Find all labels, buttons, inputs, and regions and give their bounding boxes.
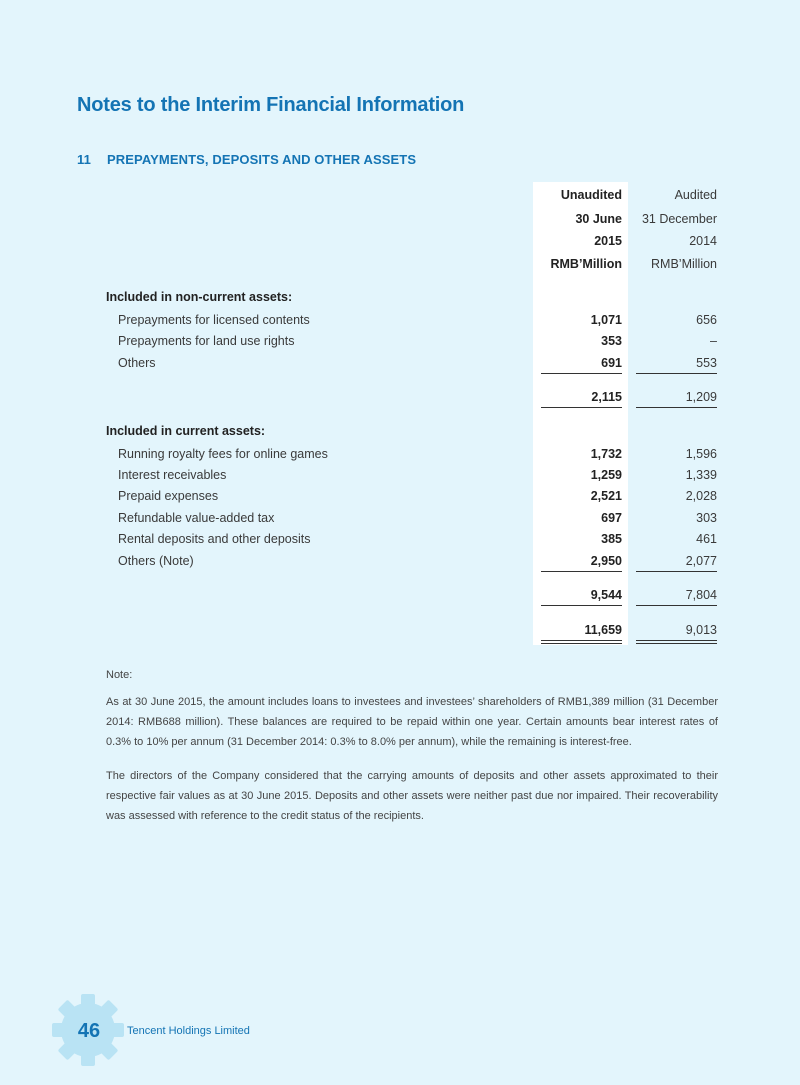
- section-title: PREPAYMENTS, DEPOSITS AND OTHER ASSETS: [107, 152, 417, 167]
- non-current-heading: Included in non-current assets:: [106, 290, 293, 304]
- section-heading: [77, 152, 416, 167]
- row-label: Rental deposits and other deposits: [118, 532, 311, 546]
- row-value-2014: –: [710, 334, 717, 348]
- row-label: Running royalty fees for online games: [118, 447, 328, 461]
- note-paragraph-2: [106, 766, 718, 826]
- row-label: Prepayments for licensed contents: [118, 313, 310, 327]
- company-name: Tencent Holdings Limited: [127, 1025, 250, 1037]
- current-heading: Included in current assets:: [106, 424, 266, 438]
- note-paragraph-1: [106, 692, 718, 752]
- row-label: Others (Note): [118, 554, 194, 568]
- note-label: Note:: [106, 669, 133, 681]
- note-paragraph-2-text: The directors of the Company considered that the carrying amounts of deposits and other assets approximated to their respective fair values as at 30 June 2015. Deposits and other assets were neither past due nor impaired. Their recoverability was assessed with reference to the credit status of the recipients.: [106, 770, 718, 822]
- col1-date: 30 June: [575, 212, 622, 226]
- col2-status: Audited: [674, 188, 717, 202]
- col1-unit: RMB’Million: [550, 257, 622, 271]
- row-label: Refundable value-added tax: [118, 511, 275, 525]
- unaudited-column-band: [533, 182, 628, 645]
- row-label: Prepayments for land use rights: [118, 334, 295, 348]
- col2-unit: RMB’Million: [651, 257, 717, 271]
- subtotal-rule-col2: [636, 571, 717, 572]
- total-2015: 11,659: [584, 623, 622, 637]
- col2-year: 2014: [689, 234, 717, 248]
- row-value-2014: 1,339: [685, 468, 717, 482]
- row-value-2015: 2,521: [590, 489, 622, 503]
- subtotal-underline-col2: [636, 407, 717, 408]
- subtotal-2015: 9,544: [590, 588, 622, 602]
- row-value-2015: 697: [601, 511, 622, 525]
- subtotal-rule-col2: [636, 373, 717, 374]
- row-value-2015: 2,950: [590, 554, 622, 568]
- row-value-2014: 553: [696, 356, 717, 370]
- row-value-2014: 2,077: [685, 554, 717, 568]
- row-value-2014: 1,596: [685, 447, 717, 461]
- row-value-2015: 353: [601, 334, 622, 348]
- note-paragraph-1-text: As at 30 June 2015, the amount includes loans to investees and investees’ shareholders of RMB1,389 million (31 December 2014: RMB688 million). These balances are required to be repaid within one year. Certain amounts bear interest rates of 0.3% to 10% per annum (31 December 2014: 0.3% to 8.0% per annum), while the remaining is interest-free.: [106, 696, 718, 748]
- row-label: Interest receivables: [118, 468, 227, 482]
- subtotal-rule-col1: [541, 373, 622, 374]
- subtotal-underline-col1: [541, 407, 622, 408]
- total-2014: 9,013: [685, 623, 717, 637]
- row-value-2014: 2,028: [685, 489, 717, 503]
- row-value-2014: 656: [696, 313, 717, 327]
- row-value-2015: 691: [601, 356, 622, 370]
- col2-date: 31 December: [641, 212, 717, 226]
- subtotal-underline-col1: [541, 605, 622, 606]
- subtotal-underline-col2: [636, 605, 717, 606]
- total-double-rule-col1-a: [541, 640, 622, 641]
- subtotal-2015: 2,115: [591, 390, 622, 404]
- row-label: Others: [118, 356, 156, 370]
- col1-status: Unaudited: [560, 188, 622, 202]
- row-label: Prepaid expenses: [118, 489, 219, 503]
- section-number: 11: [77, 152, 91, 167]
- subtotal-2014: 7,804: [685, 588, 717, 602]
- total-double-rule-col2-a: [636, 640, 717, 641]
- row-value-2015: 385: [601, 532, 622, 546]
- page-number: 46: [77, 1020, 101, 1042]
- row-value-2015: 1,071: [590, 313, 622, 327]
- page-title: Notes to the Interim Financial Information: [77, 94, 465, 116]
- row-value-2015: 1,259: [590, 468, 622, 482]
- subtotal-rule-col1: [541, 571, 622, 572]
- total-double-rule-col1-b: [541, 643, 622, 644]
- total-double-rule-col2-b: [636, 643, 717, 644]
- page-footer: [48, 990, 348, 1070]
- subtotal-2014: 1,209: [685, 390, 717, 404]
- row-value-2015: 1,732: [590, 447, 622, 461]
- col1-year: 2015: [594, 234, 622, 248]
- row-value-2014: 303: [696, 511, 717, 525]
- row-value-2014: 461: [696, 532, 717, 546]
